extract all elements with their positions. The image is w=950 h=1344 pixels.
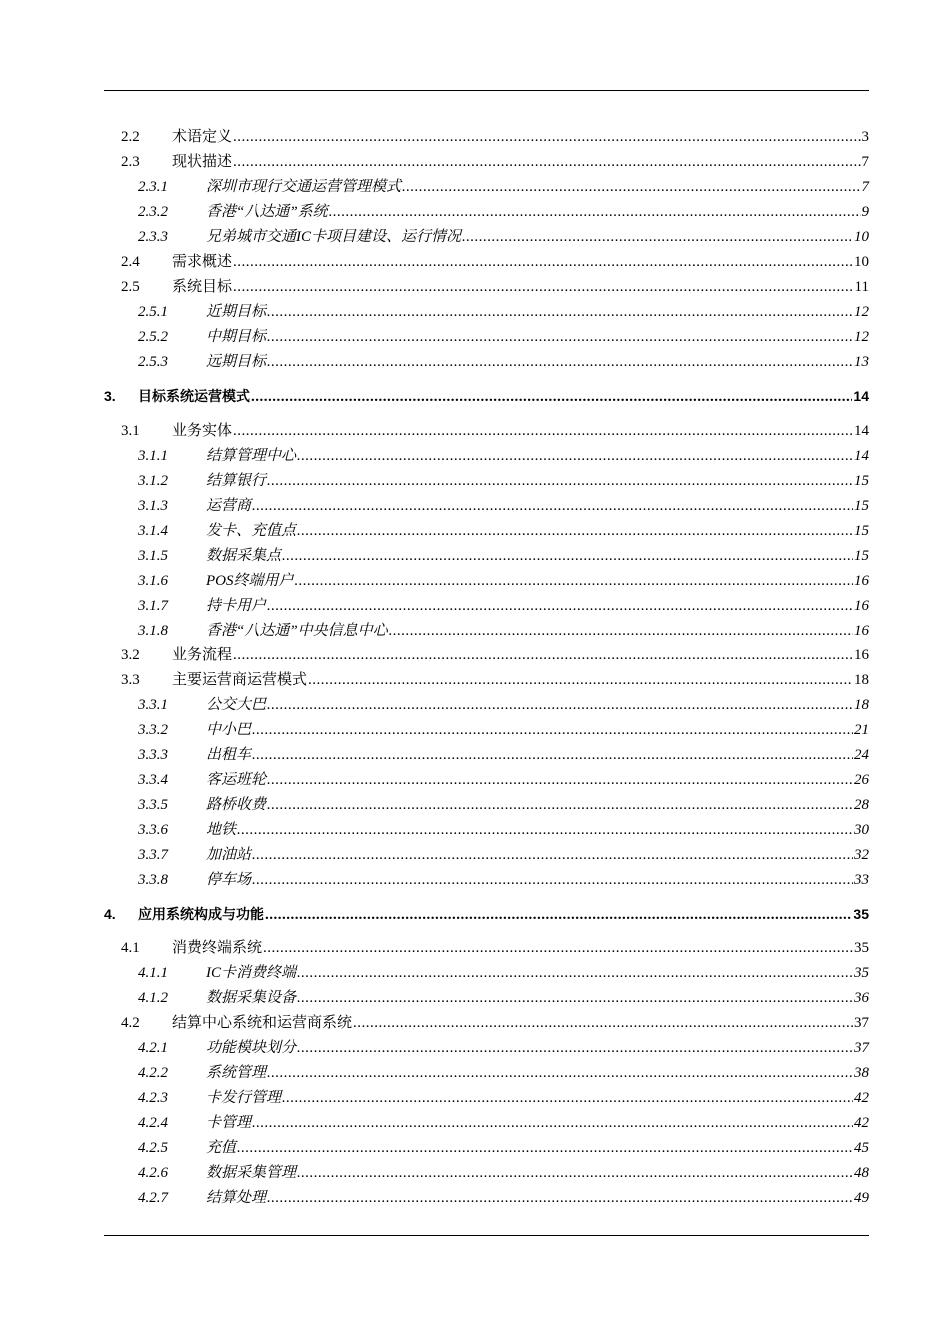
dot-leader bbox=[353, 1012, 853, 1034]
toc-entry-number: 3.3.5 bbox=[138, 797, 168, 813]
toc-entry[interactable] bbox=[104, 495, 869, 517]
toc-entry-number: 3.1.8 bbox=[138, 623, 168, 639]
toc-entry-number: 4.2.4 bbox=[138, 1115, 168, 1131]
toc-entry-page: 7 bbox=[861, 179, 869, 195]
toc-entry[interactable] bbox=[104, 903, 869, 925]
dot-leader bbox=[267, 470, 853, 492]
toc-entry-number: 3.3.8 bbox=[138, 872, 168, 888]
toc-entry[interactable] bbox=[104, 987, 869, 1009]
toc-entry[interactable] bbox=[104, 520, 869, 542]
toc-entry-number: 3.3.2 bbox=[138, 722, 168, 738]
dot-leader bbox=[252, 1112, 853, 1134]
toc-entry[interactable] bbox=[104, 126, 869, 148]
toc-entry-number: 2.3.2 bbox=[138, 204, 168, 220]
toc-entry[interactable] bbox=[104, 1162, 869, 1184]
toc-entry-page: 14 bbox=[853, 388, 869, 404]
toc-entry-title: 深圳市现行交通运营管理模式 bbox=[206, 179, 402, 195]
toc-entry-title: 术语定义 bbox=[172, 129, 233, 145]
toc-entry-title: 出租车 bbox=[206, 747, 252, 763]
toc-entry[interactable] bbox=[104, 962, 869, 984]
toc-entry[interactable] bbox=[104, 719, 869, 741]
toc-entry-title: 卡发行管理 bbox=[206, 1090, 282, 1106]
toc-entry-page: 9 bbox=[861, 204, 869, 220]
toc-entry-number: 4.2.5 bbox=[138, 1140, 168, 1156]
dot-leader bbox=[282, 1087, 853, 1109]
dot-leader bbox=[233, 251, 853, 273]
dot-leader bbox=[252, 495, 853, 517]
toc-entry[interactable] bbox=[104, 869, 869, 891]
toc-entry-page: 15 bbox=[854, 548, 869, 564]
toc-entry-page: 26 bbox=[854, 772, 869, 788]
toc-entry[interactable] bbox=[104, 644, 869, 666]
dot-leader bbox=[252, 744, 853, 766]
dot-leader bbox=[265, 904, 852, 926]
toc-entry-page: 37 bbox=[854, 1040, 869, 1056]
toc-entry-title: 结算处理 bbox=[206, 1190, 267, 1206]
dot-leader bbox=[251, 386, 852, 408]
toc-entry-title: 香港“八达通”系统 bbox=[206, 204, 328, 220]
toc-entry-page: 7 bbox=[861, 154, 869, 170]
toc-entry-page: 36 bbox=[854, 990, 869, 1006]
toc-entry[interactable] bbox=[104, 595, 869, 617]
toc-entry-title: 加油站 bbox=[206, 847, 252, 863]
toc-entry-number: 4.1 bbox=[121, 940, 140, 956]
toc-entry-title: 结算管理中心 bbox=[206, 448, 297, 464]
toc-entry-number: 3.3.6 bbox=[138, 822, 168, 838]
toc-entry-title: 地铁 bbox=[206, 822, 237, 838]
toc-entry-number: 4.2.2 bbox=[138, 1065, 168, 1081]
toc-entry-title: POS终端用户 bbox=[206, 573, 294, 589]
toc-entry[interactable] bbox=[104, 1062, 869, 1084]
toc-entry-page: 35 bbox=[854, 965, 869, 981]
toc-entry-title: 现状描述 bbox=[172, 154, 233, 170]
toc-entry-number: 3.3.4 bbox=[138, 772, 168, 788]
toc-entry-number: 4.2.6 bbox=[138, 1165, 168, 1181]
toc-entry[interactable] bbox=[104, 694, 869, 716]
toc-entry-title: 香港“八达通”中央信息中心 bbox=[206, 623, 388, 639]
toc-entry[interactable] bbox=[104, 769, 869, 791]
toc-entry-number: 3.1.6 bbox=[138, 573, 168, 589]
toc-entry[interactable] bbox=[104, 1187, 869, 1209]
toc-entry-number: 2.4 bbox=[121, 254, 140, 270]
toc-entry-page: 16 bbox=[854, 573, 869, 589]
toc-entry[interactable] bbox=[104, 744, 869, 766]
dot-leader bbox=[267, 301, 853, 323]
toc-entry-page: 48 bbox=[854, 1165, 869, 1181]
toc-entry-page: 45 bbox=[854, 1140, 869, 1156]
toc-entry-title: 路桥收费 bbox=[206, 797, 267, 813]
toc-entry[interactable] bbox=[104, 844, 869, 866]
toc-entry-title: 结算银行 bbox=[206, 473, 267, 489]
dot-leader bbox=[297, 1162, 853, 1184]
dot-leader bbox=[263, 937, 853, 959]
toc-entry-page: 18 bbox=[854, 697, 869, 713]
toc-entry-page: 15 bbox=[854, 523, 869, 539]
toc-entry-title: 持卡用户 bbox=[206, 598, 267, 614]
toc-entry[interactable] bbox=[104, 570, 869, 592]
toc-entry-page: 35 bbox=[853, 906, 869, 922]
toc-entry[interactable] bbox=[104, 794, 869, 816]
toc-entry-page: 15 bbox=[854, 473, 869, 489]
toc-entry-title: 系统目标 bbox=[172, 279, 233, 295]
toc-entry-title: 中期目标 bbox=[206, 329, 267, 345]
toc-entry[interactable] bbox=[104, 420, 869, 442]
toc-entry-page: 33 bbox=[854, 872, 869, 888]
dot-leader bbox=[267, 1187, 853, 1209]
toc-entry-title: 充值 bbox=[206, 1140, 237, 1156]
toc-entry-title: 近期目标 bbox=[206, 304, 267, 320]
dot-leader bbox=[402, 176, 860, 198]
toc-entry[interactable] bbox=[104, 176, 869, 198]
toc-entry-title: 需求概述 bbox=[172, 254, 233, 270]
toc-entry[interactable] bbox=[104, 1112, 869, 1134]
dot-leader bbox=[237, 819, 853, 841]
toc-entry[interactable] bbox=[104, 151, 869, 173]
dot-leader bbox=[267, 769, 853, 791]
toc-entry[interactable] bbox=[104, 1087, 869, 1109]
toc-entry-number: 2.3.3 bbox=[138, 229, 168, 245]
toc-entry[interactable] bbox=[104, 545, 869, 567]
dot-leader bbox=[389, 620, 853, 642]
dot-leader bbox=[233, 126, 860, 148]
toc-entry[interactable] bbox=[104, 937, 869, 959]
dot-leader bbox=[297, 520, 853, 542]
toc-entry-title: 业务流程 bbox=[172, 647, 233, 663]
toc-entry-number: 3.1.1 bbox=[138, 448, 168, 464]
toc-entry-title: 目标系统运营模式 bbox=[138, 389, 250, 405]
toc-entry-number: 4.2.1 bbox=[138, 1040, 168, 1056]
toc-entry-number: 2.5.2 bbox=[138, 329, 168, 345]
toc-entry-number: 3.1.2 bbox=[138, 473, 168, 489]
toc-entry-page: 24 bbox=[854, 747, 869, 763]
toc-entry[interactable] bbox=[104, 620, 869, 642]
toc-entry-number: 2.2 bbox=[121, 129, 140, 145]
toc-entry-page: 42 bbox=[854, 1115, 869, 1131]
toc-entry-title: 发卡、充值点 bbox=[206, 523, 297, 539]
dot-leader bbox=[297, 445, 853, 467]
dot-leader bbox=[252, 844, 853, 866]
dot-leader bbox=[252, 719, 853, 741]
toc-entry-title: 中小巴 bbox=[206, 722, 252, 738]
dot-leader bbox=[297, 962, 853, 984]
toc-entry-page: 15 bbox=[854, 498, 869, 514]
toc-entry-page: 14 bbox=[854, 448, 869, 464]
toc-entry-page: 49 bbox=[854, 1190, 869, 1206]
toc-entry-number: 3. bbox=[104, 388, 116, 404]
dot-leader bbox=[233, 644, 853, 666]
toc-entry-page: 10 bbox=[854, 229, 869, 245]
toc-entry-title: 功能模块划分 bbox=[206, 1040, 297, 1056]
toc-entry[interactable] bbox=[104, 669, 869, 691]
dot-leader bbox=[237, 1137, 853, 1159]
toc-entry-number: 4. bbox=[104, 906, 116, 922]
toc-entry-number: 3.1 bbox=[121, 423, 140, 439]
toc-entry-number: 2.3 bbox=[121, 154, 140, 170]
toc-entry-title: 卡管理 bbox=[206, 1115, 252, 1131]
header-rule bbox=[104, 90, 869, 91]
toc-entry-page: 32 bbox=[854, 847, 869, 863]
toc-entry-title: 应用系统构成与功能 bbox=[138, 907, 264, 923]
toc-entry-number: 3.3.1 bbox=[138, 697, 168, 713]
toc-entry[interactable] bbox=[104, 351, 869, 373]
dot-leader bbox=[267, 1062, 853, 1084]
toc-entry[interactable] bbox=[104, 201, 869, 223]
toc-entry-number: 2.3.1 bbox=[138, 179, 168, 195]
dot-leader bbox=[282, 545, 853, 567]
toc-entry-title: 远期目标 bbox=[206, 354, 267, 370]
toc-entry-title: 系统管理 bbox=[206, 1065, 267, 1081]
toc-entry-page: 13 bbox=[854, 354, 869, 370]
toc-entry-page: 16 bbox=[854, 623, 869, 639]
toc-entry-number: 3.1.4 bbox=[138, 523, 168, 539]
toc-entry[interactable] bbox=[104, 251, 869, 273]
toc-entry-number: 4.2 bbox=[121, 1015, 140, 1031]
toc-entry[interactable] bbox=[104, 226, 869, 248]
toc-entry-number: 3.1.7 bbox=[138, 598, 168, 614]
toc-entry-number: 3.3.7 bbox=[138, 847, 168, 863]
toc-entry-page: 12 bbox=[854, 304, 869, 320]
toc-entry-number: 3.1.3 bbox=[138, 498, 168, 514]
toc-entry-page: 14 bbox=[854, 423, 869, 439]
toc-entry-number: 4.2.7 bbox=[138, 1190, 168, 1206]
toc-entry-number: 4.1.1 bbox=[138, 965, 168, 981]
toc-entry-page: 38 bbox=[854, 1065, 869, 1081]
toc-entry-title: 客运班轮 bbox=[206, 772, 267, 788]
toc-entry-title: 数据采集设备 bbox=[206, 990, 297, 1006]
toc-entry-page: 12 bbox=[854, 329, 869, 345]
toc-entry[interactable] bbox=[104, 470, 869, 492]
toc-entry-title: 运营商 bbox=[206, 498, 252, 514]
toc-entry[interactable] bbox=[104, 1137, 869, 1159]
toc-entry-number: 3.3.3 bbox=[138, 747, 168, 763]
toc-entry-page: 37 bbox=[854, 1015, 869, 1031]
dot-leader bbox=[295, 570, 854, 592]
dot-leader bbox=[308, 669, 853, 691]
toc-entry-number: 4.2.3 bbox=[138, 1090, 168, 1106]
dot-leader bbox=[233, 276, 854, 298]
toc-entry[interactable] bbox=[104, 1012, 869, 1034]
toc-entry[interactable] bbox=[104, 276, 869, 298]
dot-leader bbox=[267, 794, 853, 816]
toc-entry-page: 42 bbox=[854, 1090, 869, 1106]
toc-entry-number: 3.3 bbox=[121, 672, 140, 688]
toc-entry-title: 业务实体 bbox=[172, 423, 233, 439]
footer-rule bbox=[104, 1235, 869, 1236]
toc-entry-number: 4.1.2 bbox=[138, 990, 168, 1006]
dot-leader bbox=[252, 869, 853, 891]
toc-entry-page: 10 bbox=[854, 254, 869, 270]
toc-entry[interactable] bbox=[104, 301, 869, 323]
toc-entry-page: 16 bbox=[854, 598, 869, 614]
toc-entry-title: 结算中心系统和运营商系统 bbox=[172, 1015, 353, 1031]
toc-entry-page: 35 bbox=[854, 940, 869, 956]
toc-entry-number: 2.5 bbox=[121, 279, 140, 295]
toc-entry[interactable] bbox=[104, 1037, 869, 1059]
dot-leader bbox=[233, 151, 860, 173]
toc-entry[interactable] bbox=[104, 445, 869, 467]
toc-entry-title: 数据采集点 bbox=[206, 548, 282, 564]
toc-entry-page: 11 bbox=[854, 279, 869, 295]
toc-entry-title: 数据采集管理 bbox=[206, 1165, 297, 1181]
dot-leader bbox=[267, 351, 853, 373]
toc-entry-number: 2.5.1 bbox=[138, 304, 168, 320]
toc-entry-page: 21 bbox=[854, 722, 869, 738]
toc-entry-title: 停车场 bbox=[206, 872, 252, 888]
toc-entry-title: 主要运营商运营模式 bbox=[172, 672, 308, 688]
dot-leader bbox=[297, 987, 853, 1009]
toc-entry-page: 3 bbox=[861, 129, 869, 145]
toc-entry-page: 30 bbox=[854, 822, 869, 838]
dot-leader bbox=[267, 595, 853, 617]
toc-entry[interactable] bbox=[104, 326, 869, 348]
toc-entry-page: 16 bbox=[854, 647, 869, 663]
dot-leader bbox=[462, 226, 853, 248]
toc-entry-title: 兄弟城市交通IC卡项目建设、运行情况 bbox=[206, 229, 462, 245]
toc-entry[interactable] bbox=[104, 819, 869, 841]
dot-leader bbox=[297, 1037, 853, 1059]
toc-entry-number: 3.1.5 bbox=[138, 548, 168, 564]
toc-entry-page: 28 bbox=[854, 797, 869, 813]
toc-entry[interactable] bbox=[104, 385, 869, 407]
toc-entry-title: 消费终端系统 bbox=[172, 940, 263, 956]
dot-leader bbox=[267, 326, 853, 348]
toc-entry-title: IC卡消费终端 bbox=[206, 965, 297, 981]
toc-entry-title: 公交大巴 bbox=[206, 697, 267, 713]
toc-entry-number: 2.5.3 bbox=[138, 354, 168, 370]
toc-entry-number: 3.2 bbox=[121, 647, 140, 663]
toc-entry-page: 18 bbox=[854, 672, 869, 688]
dot-leader bbox=[267, 694, 853, 716]
dot-leader bbox=[329, 201, 861, 223]
dot-leader bbox=[233, 420, 853, 442]
